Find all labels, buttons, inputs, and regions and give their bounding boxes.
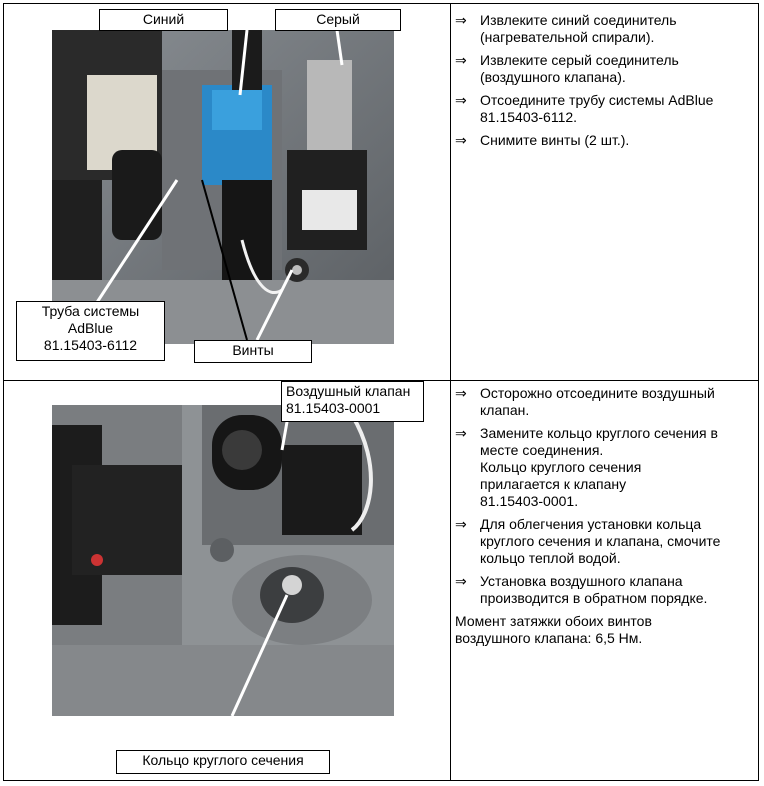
top-step-2 (455, 52, 745, 86)
bottom-step-2-main: Замените кольцо круглого сечения в месте соединения. (480, 425, 718, 458)
label-adblue-pipe (16, 301, 165, 361)
torque-note: Момент затяжки обоих винтов воздушного клапана: 6,5 Нм. (455, 613, 652, 646)
arrow-icon: ⇒ (455, 52, 467, 68)
label-adblue-pipe-line1: Труба системы (41, 303, 140, 319)
top-photo (52, 30, 394, 344)
bottom-step-3 (455, 516, 745, 567)
bottom-step-1 (455, 385, 745, 419)
arrow-icon: ⇒ (455, 516, 467, 532)
label-o-ring: Кольцо круглого сечения (116, 750, 330, 774)
label-air-valve-line1: Воздушный клапан (286, 383, 411, 399)
bottom-step-2-extra-line3: 81.15403-0001. (480, 493, 579, 509)
bottom-step-2-extra-line1: Кольцо круглого сечения (480, 459, 642, 475)
label-air-valve (281, 381, 424, 422)
label-adblue-pipe-line3: 81.15403-6112 (43, 337, 138, 353)
bottom-step-2 (455, 425, 745, 510)
bottom-step-2-extra-line2: прилагается к клапану (480, 476, 627, 492)
bottom-step-4 (455, 573, 745, 607)
bottom-step-1-text: Осторожно отсоедините воздушный клапан. (480, 385, 715, 418)
arrow-icon: ⇒ (455, 132, 467, 148)
arrow-icon: ⇒ (455, 385, 467, 401)
arrow-icon: ⇒ (455, 425, 467, 441)
top-step-2-text: Извлеките серый соединитель (воздушного клапана). (480, 52, 679, 85)
bottom-photo (52, 405, 394, 716)
arrow-icon: ⇒ (455, 573, 467, 589)
bottom-step-3-text: Для облегчения установки кольца круглого сечения и клапана, смочите кольцо теплой водой. (480, 516, 721, 566)
bottom-step-2-text (480, 425, 745, 510)
label-blue: Синий (99, 9, 228, 31)
label-gray: Серый (275, 9, 401, 31)
column-divider (450, 4, 451, 780)
top-step-3 (455, 92, 745, 126)
label-screws: Винты (194, 340, 312, 363)
top-step-1-text: Извлеките синий соединитель (нагревательной спирали). (480, 12, 677, 45)
top-step-4-text: Снимите винты (2 шт.). (480, 132, 630, 148)
top-step-4 (455, 132, 745, 149)
arrow-icon: ⇒ (455, 92, 467, 108)
top-step-1 (455, 12, 745, 46)
top-steps (455, 12, 745, 155)
label-air-valve-line2: 81.15403-0001 (286, 400, 381, 416)
label-adblue-pipe-line2: AdBlue (67, 320, 114, 336)
arrow-icon: ⇒ (455, 12, 467, 28)
top-step-3-text: Отсоедините трубу системы AdBlue 81.15403-6112. (480, 92, 714, 125)
bottom-steps (455, 385, 745, 647)
bottom-step-4-text: Установка воздушного клапана производится в обратном порядке. (480, 573, 708, 606)
